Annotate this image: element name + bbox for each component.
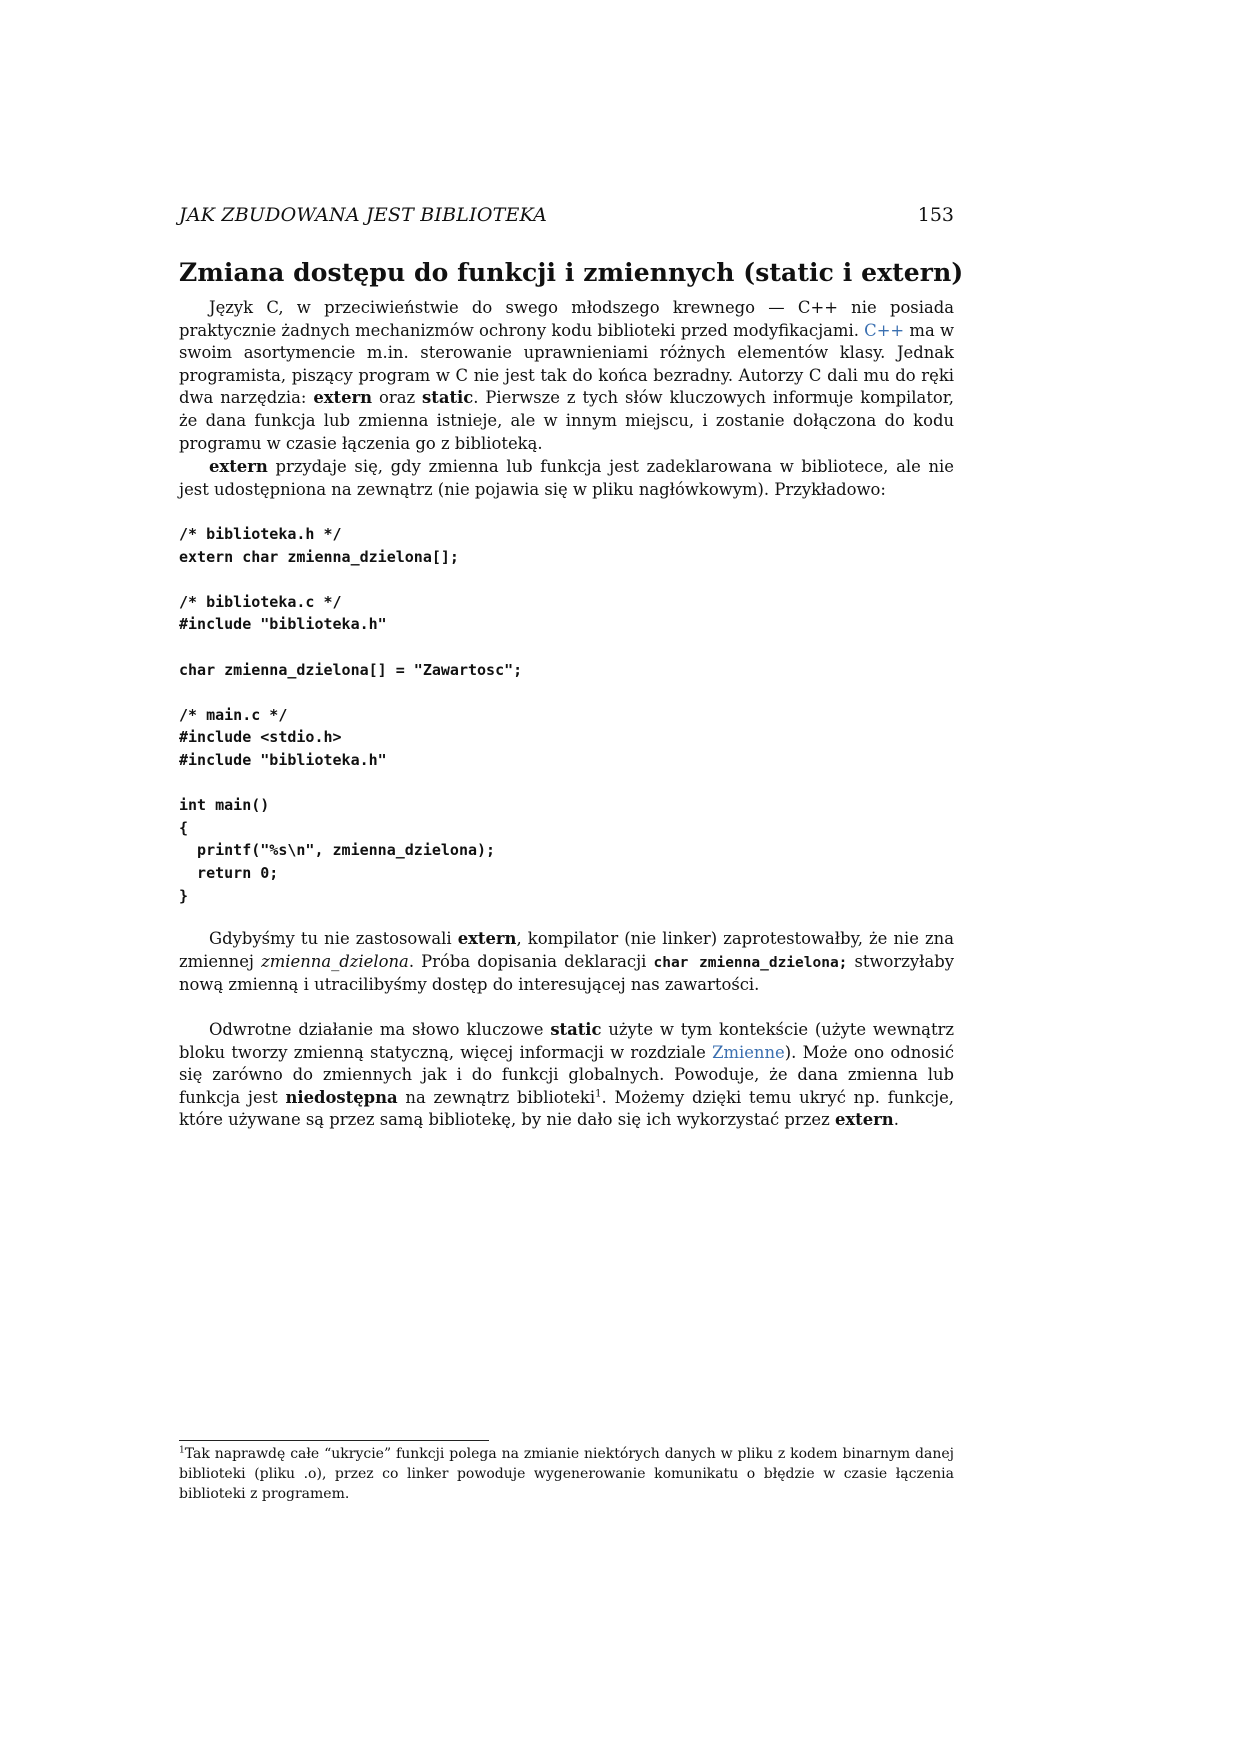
- text-run: Język C, w przeciwieństwie do swego młodszego krewnego — C++ nie posiada praktycznie żadnych mechanizmów ochrony kodu biblioteki przed modyfikacjami.: [179, 298, 954, 340]
- text-run: przydaje się, gdy zmienna lub funkcja jest zadeklarowana w bibliotece, ale nie jest udostępniona na zewnątrz (nie pojawia się w pliku nagłówkowym). Przykładowo:: [179, 457, 954, 499]
- cpp-link[interactable]: C++: [864, 320, 905, 340]
- text-run: , kompilator (nie linker) zaprotestowałby, że nie zna zmiennej: [179, 929, 955, 971]
- footnote-divider: [179, 1440, 489, 1441]
- keyword-static: static: [422, 388, 474, 408]
- running-header: [179, 204, 954, 230]
- footnote: [179, 1444, 954, 1504]
- text-run: stworzyłaby nową zmienną i utracilibyśmy dostęp do interesującej nas zawartości.: [179, 951, 954, 995]
- text-run: . Próba dopisania deklaracji: [408, 951, 654, 971]
- keyword-extern: extern: [313, 388, 373, 408]
- variable-name: zmienna_dzielona: [261, 951, 409, 971]
- keyword-extern: extern: [834, 1110, 894, 1130]
- code-listing: /* biblioteka.h */ extern char zmienna_dzielona[]; /* biblioteka.c */ #include "biblioteka.h" char zmienna_dzielona[] = "Zawartosc"; /* main.c */ #include <stdio.h> #include "biblioteka.h" int main() { printf("%s\n", zmienna_dzielona); return 0; }: [179, 525, 523, 905]
- paragraph-intro: [179, 297, 954, 455]
- paragraph-no-extern: [179, 928, 954, 997]
- keyword-static: static: [550, 1020, 602, 1039]
- text-run: .: [893, 1110, 899, 1130]
- text-run: ma w swoim asortymencie m.in. sterowanie uprawnieniami różnych elementów klasy. Jednak programista, piszący program w C nie jest tak do końca bezradny. Autorzy C dali mu do ręki dwa narzędzia:: [179, 320, 954, 408]
- text-run: na zewnątrz biblioteki: [397, 1087, 596, 1107]
- page-number: 153: [917, 204, 954, 226]
- paragraph-static: [179, 1019, 954, 1132]
- keyword-extern: extern: [209, 457, 268, 476]
- keyword-niedostepna: niedostępna: [285, 1087, 398, 1107]
- running-title: JAK ZBUDOWANA JEST BIBLIOTEKA: [179, 204, 548, 226]
- footnote-text: Tak naprawdę całe “ukrycie” funkcji polega na zmianie niektórych danych w pliku z kodem binarnym danej biblioteki (pliku .o), przez co linker powoduje wygenerowanie komunikatu o błędzie w czasie łączenia biblioteki z programem.: [179, 1446, 954, 1502]
- text-run: Odwrotne działanie ma słowo kluczowe: [209, 1020, 551, 1039]
- text-run: użyte w tym kontekście (użyte wewnątrz bloku tworzy zmienną statyczną, więcej informacji w rozdziale: [179, 1020, 955, 1062]
- text-run: . Możemy dzięki temu ukryć np. funkcje, które używane są przez samą bibliotekę, by nie dało się ich wykorzystać przez: [179, 1087, 954, 1130]
- footnote-mark: 1: [179, 1445, 185, 1456]
- keyword-extern: extern: [457, 929, 517, 948]
- text-run: . Pierwsze z tych słów kluczowych informuje kompilator, że dana funkcja lub zmienna istnieje, ale w innym miejscu, i zostanie dołączona do kodu programu w czasie łączenia go z biblioteką.: [179, 388, 955, 453]
- text-run: Gdybyśmy tu nie zastosowali: [209, 929, 458, 948]
- zmienne-link[interactable]: Zmienne: [712, 1042, 785, 1062]
- inline-code: char zmienna_dzielona;: [653, 954, 848, 971]
- text-run: oraz: [372, 388, 423, 408]
- paragraph-extern: [179, 456, 954, 501]
- text-run: ). Może ono odnosić się zarówno do zmiennych jak i do funkcji globalnych. Powoduje, że dana zmienna lub funkcja jest: [179, 1042, 955, 1107]
- footnote-reference[interactable]: 1: [595, 1088, 602, 1100]
- section-title: Zmiana dostępu do funkcji i zmiennych (static i extern): [179, 258, 964, 287]
